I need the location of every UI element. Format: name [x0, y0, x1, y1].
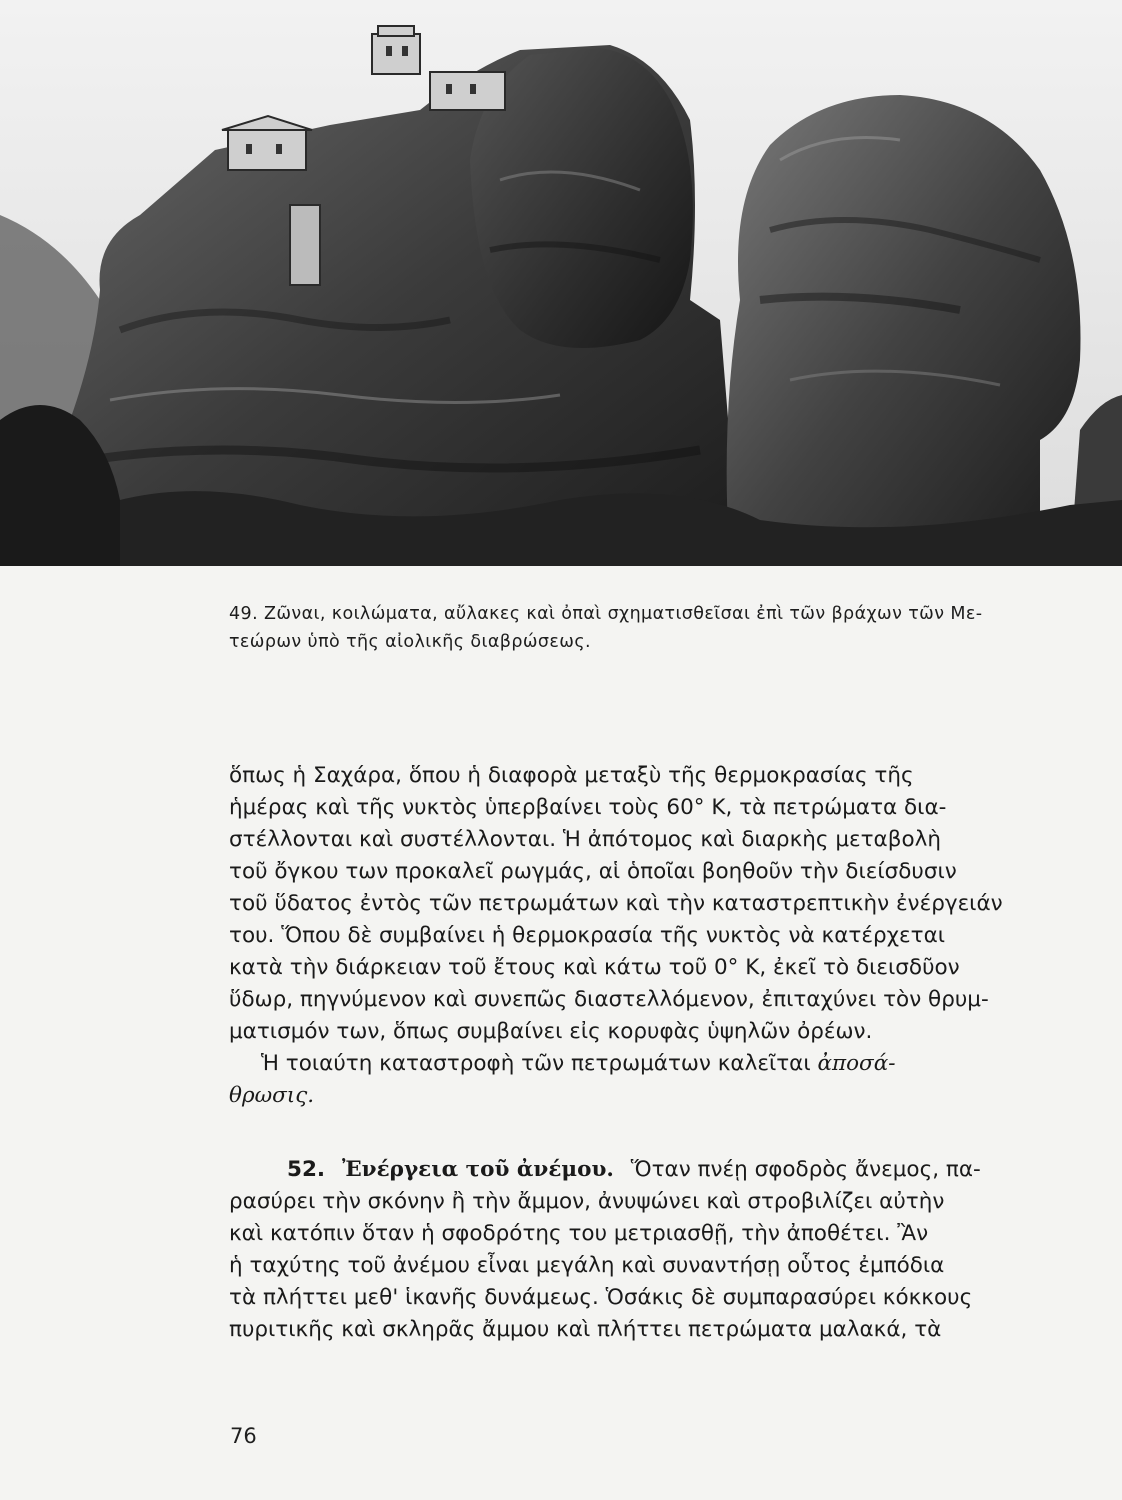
text-line [229, 1048, 1122, 1080]
main-text [229, 760, 1122, 1346]
text-line: ρασύρει τὴν σκόνην ἢ τὴν ἄμμον, ἀνυψώνει καὶ στροβιλίζει αὐτὴν [229, 1189, 945, 1214]
paragraph-2-text: Ἡ τοιαύτη καταστροφὴ τῶν πετρωμάτων καλεῖται [261, 1051, 811, 1076]
section-number: 52. [287, 1157, 326, 1182]
page-number: 76 [230, 1424, 257, 1448]
caption-line: τεώρων ὑπὸ τῆς αἰολικῆς διαβρώσεως. [229, 632, 591, 652]
text-line: στέλλονται καὶ συστέλλονται. Ἡ ἀπότομος καὶ διαρκὴς μεταβολὴ [229, 827, 941, 852]
paragraph-2 [229, 1048, 1122, 1112]
text-line: καὶ κατόπιν ὅταν ἡ σφοδρότης του μετριασθῇ, τὴν ἀποθέτει. Ἂν [229, 1221, 929, 1246]
text-line: του. Ὅπου δὲ συμβαίνει ἡ θερμοκρασία τῆς νυκτὸς νὰ κατέρχεται [229, 923, 946, 948]
figure-caption [229, 600, 1122, 656]
section-first-line: Ὅταν πνέῃ σφοδρὸς ἄνεμος, πα- [630, 1157, 981, 1182]
section-gap [229, 1112, 1122, 1154]
term-apposathrosis-end: θρωσις. [229, 1083, 315, 1108]
text-line: ὕδωρ, πηγνύμενον καὶ συνεπῶς διαστελλόμενον, ἐπιταχύνει τὸν θρυμ- [229, 987, 989, 1012]
caption-line: 49. Ζῶναι, κοιλώματα, αὔλακες καὶ ὀπαὶ σχηματισθεῖσαι ἐπὶ τῶν βράχων τῶν Με- [229, 604, 983, 624]
text-line: τὰ πλήττει μεθ' ἱκανῆς δυνάμεως. Ὁσάκις δὲ συμπαρασύρει κόκκους [229, 1285, 973, 1310]
text-line: ματισμόν των, ὅπως συμβαίνει εἰς κορυφὰς ὑψηλῶν ὀρέων. [229, 1019, 873, 1044]
text-line: ὅπως ἡ Σαχάρα, ὅπου ἡ διαφορὰ μεταξὺ τῆς θερμοκρασίας τῆς [229, 763, 914, 788]
section-52 [229, 1154, 1122, 1346]
paragraph-1 [229, 760, 1122, 1048]
section-heading-line [229, 1154, 1122, 1186]
text-line: κατὰ τὴν διάρκειαν τοῦ ἔτους καὶ κάτω τοῦ 0° Κ, ἐκεῖ τὸ διεισδῦον [229, 955, 960, 980]
text-line: τοῦ ὄγκου των προκαλεῖ ρωγμάς, αἱ ὁποῖαι βοηθοῦν τὴν διείσδυσιν [229, 859, 957, 884]
section-title: Ἐνέργεια τοῦ ἀνέμου. [341, 1157, 614, 1182]
meteora-rocks-photo [0, 0, 1122, 566]
term-apposathrosis: ἀποσά- [817, 1051, 896, 1076]
text-line: τοῦ ὕδατος ἐντὸς τῶν πετρωμάτων καὶ τὴν καταστρεπτικὴν ἐνέργειάν [229, 891, 1003, 916]
text-line: ἡ ταχύτης τοῦ ἀνέμου εἶναι μεγάλη καὶ συναντήσῃ οὗτος ἐμπόδια [229, 1253, 945, 1278]
text-line: πυριτικῆς καὶ σκληρᾶς ἄμμου καὶ πλήττει πετρώματα μαλακά, τὰ [229, 1317, 942, 1342]
text-line: ἡμέρας καὶ τῆς νυκτὸς ὑπερβαίνει τοὺς 60° Κ, τὰ πετρώματα δια- [229, 795, 947, 820]
